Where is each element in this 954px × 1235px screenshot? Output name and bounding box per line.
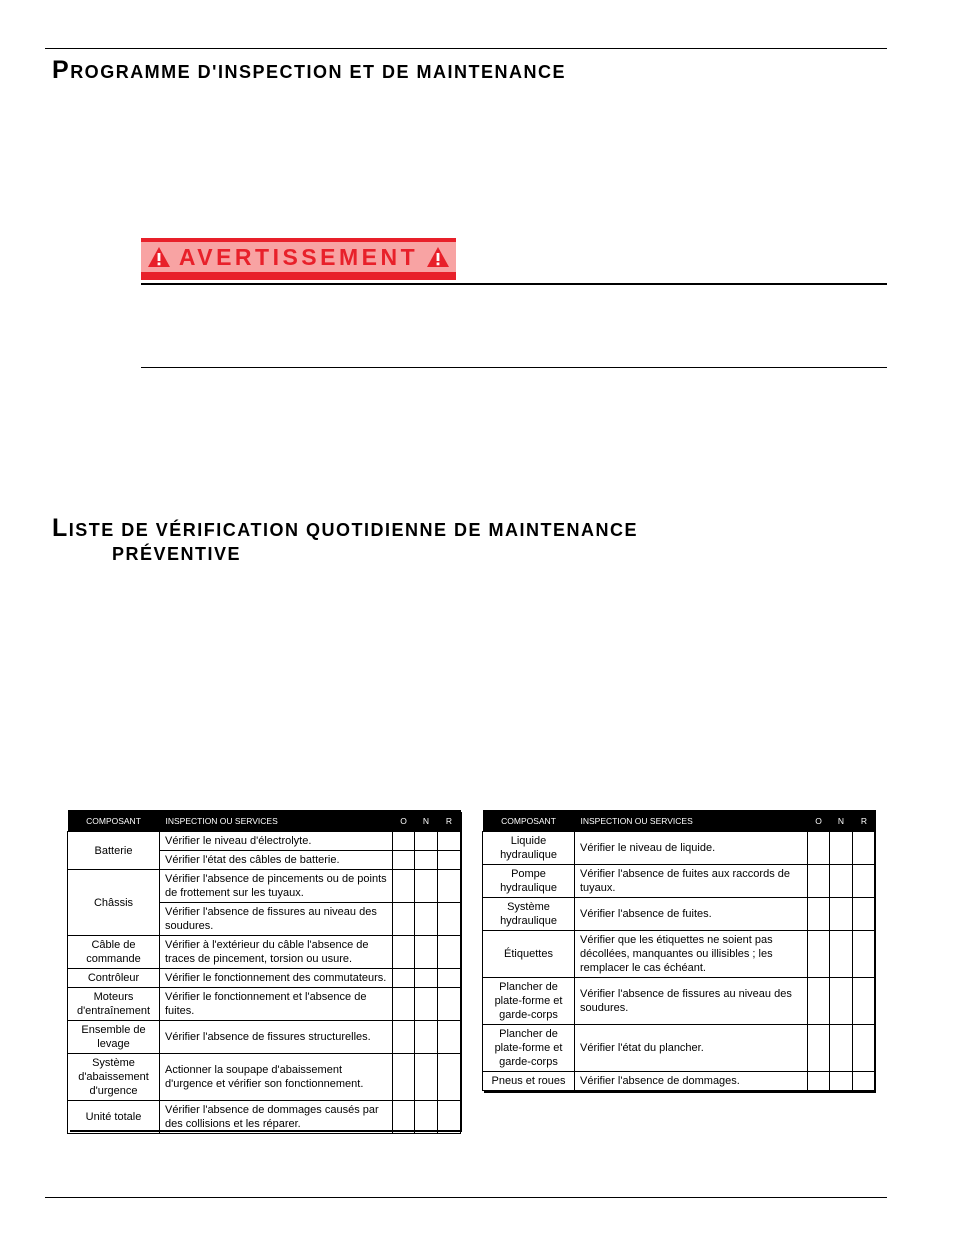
column-header-inspection: INSPECTION OU SERVICES (160, 810, 393, 832)
checkbox-n[interactable] (415, 988, 438, 1021)
component-cell: Contrôleur (68, 969, 160, 988)
bottom-rule (45, 1197, 887, 1198)
table-row (68, 969, 461, 988)
checkbox-o[interactable] (808, 1025, 830, 1072)
checkbox-r[interactable] (853, 978, 876, 1025)
inspection-cell: Vérifier l'absence de fissures au niveau des soudures. (575, 978, 808, 1025)
checkbox-o[interactable] (393, 1054, 415, 1101)
table-row (483, 931, 876, 978)
inspection-cell: Vérifier l'absence de dommages causés par des collisions et les réparer. (160, 1101, 393, 1134)
heading-programme: PROGRAMME D'INSPECTION ET DE MAINTENANCE (52, 56, 566, 84)
checkbox-o[interactable] (393, 988, 415, 1021)
inspection-cell: Vérifier le niveau de liquide. (575, 832, 808, 865)
checkbox-n[interactable] (830, 1072, 853, 1091)
inspection-cell: Vérifier que les étiquettes ne soient pas décollées, manquantes ou illisibles ; les remplacer le cas échéant. (575, 931, 808, 978)
table-row (483, 1072, 876, 1091)
checkbox-r[interactable] (853, 1025, 876, 1072)
inspection-cell: Actionner la soupape d'abaissement d'urgence et vérifier son fonctionnement. (160, 1054, 393, 1101)
checkbox-o[interactable] (808, 978, 830, 1025)
inspection-cell: Vérifier l'absence de fissures au niveau des soudures. (160, 903, 393, 936)
component-cell: Plancher de plate-forme et garde-corps (483, 1025, 575, 1072)
checkbox-r[interactable] (853, 865, 876, 898)
checkbox-r[interactable] (438, 1054, 461, 1101)
checkbox-o[interactable] (393, 969, 415, 988)
warning-label: AVERTISSEMENT (178, 243, 419, 270)
inspection-cell: Vérifier l'absence de fuites. (575, 898, 808, 931)
inspection-cell: Vérifier l'état des câbles de batterie. (160, 851, 393, 870)
inspection-cell: Vérifier l'absence de fissures structurelles. (160, 1021, 393, 1054)
component-cell: Pompe hydraulique (483, 865, 575, 898)
warning-triangle-icon (147, 246, 171, 268)
component-cell: Câble de commande (68, 936, 160, 969)
column-header-inspection: INSPECTION OU SERVICES (575, 810, 808, 832)
table-row (483, 898, 876, 931)
heading-liste: LISTE DE VÉRIFICATION QUOTIDIENNE DE MAINTENANCE (52, 514, 638, 542)
checkbox-o[interactable] (808, 865, 830, 898)
column-header-n: N (830, 810, 853, 832)
checkbox-r[interactable] (438, 832, 461, 851)
checkbox-r[interactable] (853, 1072, 876, 1091)
checkbox-o[interactable] (808, 1072, 830, 1091)
component-cell: Batterie (68, 832, 160, 870)
checkbox-o[interactable] (393, 851, 415, 870)
component-cell: Système hydraulique (483, 898, 575, 931)
table-row (68, 1101, 461, 1134)
checkbox-n[interactable] (830, 978, 853, 1025)
checkbox-o[interactable] (393, 832, 415, 851)
column-header-n: N (415, 810, 438, 832)
left-checklist-table (67, 810, 461, 1134)
table-row (68, 1021, 461, 1054)
inspection-cell: Vérifier le niveau d'électrolyte. (160, 832, 393, 851)
table-row (483, 1025, 876, 1072)
column-header-r: R (853, 810, 876, 832)
checkbox-n[interactable] (415, 1021, 438, 1054)
inspection-cell: Vérifier à l'extérieur du câble l'absence de traces de pincement, torsion ou usure. (160, 936, 393, 969)
checkbox-r[interactable] (438, 903, 461, 936)
inspection-cell: Vérifier l'état du plancher. (575, 1025, 808, 1072)
inspection-cell: Vérifier l'absence de pincements ou de points de frottement sur les tuyaux. (160, 870, 393, 903)
column-header-r: R (438, 810, 461, 832)
warning-banner (141, 238, 456, 280)
checkbox-o[interactable] (393, 903, 415, 936)
checkbox-r[interactable] (853, 832, 876, 865)
checkbox-n[interactable] (415, 832, 438, 851)
table-row (68, 870, 461, 903)
warning-top-rule (141, 283, 887, 285)
table-row (68, 832, 461, 851)
table-row (483, 832, 876, 865)
checkbox-r[interactable] (853, 931, 876, 978)
component-cell: Unité totale (68, 1101, 160, 1134)
inspection-cell: Vérifier l'absence de fuites aux raccords de tuyaux. (575, 865, 808, 898)
checkbox-n[interactable] (415, 969, 438, 988)
component-cell: Étiquettes (483, 931, 575, 978)
component-cell: Système d'abaissement d'urgence (68, 1054, 160, 1101)
checkbox-n[interactable] (830, 931, 853, 978)
inspection-cell: Vérifier l'absence de dommages. (575, 1072, 808, 1091)
checkbox-o[interactable] (393, 1101, 415, 1134)
checkbox-n[interactable] (415, 851, 438, 870)
right-checklist-table (482, 810, 876, 1091)
column-header-o: O (808, 810, 830, 832)
table-row (483, 978, 876, 1025)
heading-liste-line2: PRÉVENTIVE (112, 544, 242, 564)
checkbox-r[interactable] (438, 988, 461, 1021)
checkbox-n[interactable] (415, 903, 438, 936)
checkbox-r[interactable] (438, 969, 461, 988)
checkbox-n[interactable] (415, 1101, 438, 1134)
checkbox-n[interactable] (830, 898, 853, 931)
checkbox-r[interactable] (438, 936, 461, 969)
checkbox-o[interactable] (393, 936, 415, 969)
table-row (68, 988, 461, 1021)
checkbox-r[interactable] (438, 851, 461, 870)
checkbox-o[interactable] (808, 898, 830, 931)
component-cell: Châssis (68, 870, 160, 936)
column-header-component: COMPOSANT (68, 810, 160, 832)
checkbox-r[interactable] (853, 898, 876, 931)
component-cell: Ensemble de levage (68, 1021, 160, 1054)
checkbox-o[interactable] (393, 1021, 415, 1054)
checkbox-n[interactable] (830, 1025, 853, 1072)
checkbox-o[interactable] (808, 931, 830, 978)
checkbox-n[interactable] (830, 832, 853, 865)
column-header-component: COMPOSANT (483, 810, 575, 832)
checkbox-o[interactable] (808, 832, 830, 865)
checkbox-r[interactable] (438, 1021, 461, 1054)
top-rule (45, 48, 887, 49)
component-cell: Plancher de plate-forme et garde-corps (483, 978, 575, 1025)
checkbox-r[interactable] (438, 1101, 461, 1134)
inspection-cell: Vérifier le fonctionnement des commutateurs. (160, 969, 393, 988)
right-table-shadow-bottom (484, 1091, 876, 1093)
column-header-o: O (393, 810, 415, 832)
warning-bottom-rule (141, 367, 887, 368)
checkbox-n[interactable] (415, 870, 438, 903)
checkbox-r[interactable] (438, 870, 461, 903)
warning-triangle-icon (426, 246, 450, 268)
inspection-cell: Vérifier le fonctionnement et l'absence de fuites. (160, 988, 393, 1021)
component-cell: Liquide hydraulique (483, 832, 575, 865)
table-row (68, 1054, 461, 1101)
checkbox-n[interactable] (830, 865, 853, 898)
table-row (483, 865, 876, 898)
component-cell: Pneus et roues (483, 1072, 575, 1091)
component-cell: Moteurs d'entraînement (68, 988, 160, 1021)
checkbox-o[interactable] (393, 870, 415, 903)
table-row (68, 936, 461, 969)
checkbox-n[interactable] (415, 1054, 438, 1101)
checkbox-n[interactable] (415, 936, 438, 969)
